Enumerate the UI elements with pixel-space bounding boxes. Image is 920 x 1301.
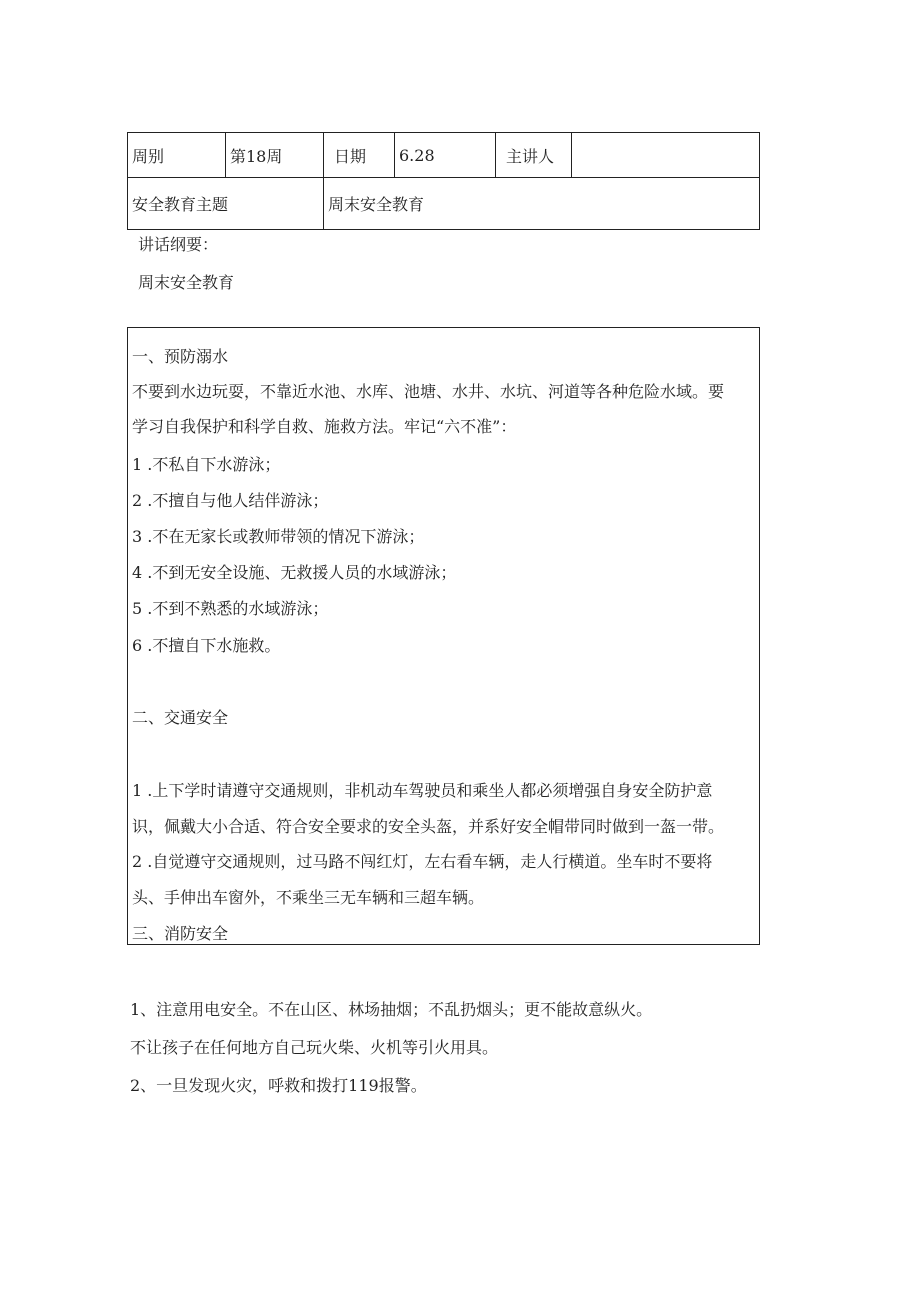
topic-value: 周末安全教育 — [324, 178, 760, 230]
drowning-intro-line-1: 不要到水边玩耍，不靠近水池、水库、池塘、水井、水坑、河道等各种危险水域。要 — [132, 382, 725, 401]
week-value: 第18周 — [226, 133, 324, 178]
section-drowning-heading: 一、预防溺水 — [132, 347, 229, 366]
outline-label: 讲话纲要： — [138, 235, 219, 254]
header-row-2 — [128, 178, 760, 230]
fire-rule-1: 1、注意用电安全。不在山区、林场抽烟；不乱扔烟头；更不能故意纵火。 — [130, 1000, 653, 1019]
drowning-rule-5: 5 .不到不熟悉的水域游泳； — [132, 599, 329, 618]
outline-title: 周末安全教育 — [138, 273, 235, 292]
content-box — [127, 327, 760, 945]
speaker-label: 主讲人 — [496, 133, 572, 178]
header-table — [127, 132, 760, 230]
date-label: 日期 — [324, 133, 395, 178]
traffic-rule-2-line-1: 2 .自觉遵守交通规则，过马路不闯红灯，左右看车辆，走人行横道。坐车时不要将 — [132, 852, 713, 871]
drowning-rule-6: 6 .不擅自下水施救。 — [132, 636, 281, 655]
traffic-rule-1-line-2: 识，佩戴大小合适、符合安全要求的安全头盔，并系好安全帽带同时做到一盔一带。 — [132, 817, 725, 836]
date-value: 6.28 — [395, 133, 496, 178]
drowning-rule-2: 2 .不擅自与他人结伴游泳； — [132, 491, 329, 510]
week-label: 周别 — [128, 133, 226, 178]
drowning-rule-1: 1 .不私自下水游泳； — [132, 455, 281, 474]
fire-rule-1-cont: 不让孩子在任何地方自己玩火柴、火机等引火用具。 — [130, 1038, 499, 1057]
traffic-rule-1-line-1: 1 .上下学时请遵守交通规则，非机动车驾驶员和乘坐人都必须增强自身安全防护意 — [132, 781, 713, 800]
fire-rule-2: 2、一旦发现火灾，呼救和拨打119报警。 — [130, 1076, 427, 1095]
drowning-rule-3: 3 .不在无家长或教师带领的情况下游泳； — [132, 527, 425, 546]
topic-label: 安全教育主题 — [128, 178, 324, 230]
section-traffic-heading: 二、交通安全 — [132, 708, 229, 727]
traffic-rule-2-line-2: 头、手伸出车窗外，不乘坐三无车辆和三超车辆。 — [132, 888, 485, 907]
header-row-1 — [128, 133, 760, 178]
drowning-intro-line-2: 学习自我保护和科学自救、施救方法。牢记“六不准”： — [132, 417, 517, 436]
speaker-value — [572, 133, 760, 178]
drowning-rule-4: 4 .不到无安全设施、无救援人员的水域游泳； — [132, 563, 457, 582]
section-fire-heading: 三、消防安全 — [132, 924, 229, 943]
